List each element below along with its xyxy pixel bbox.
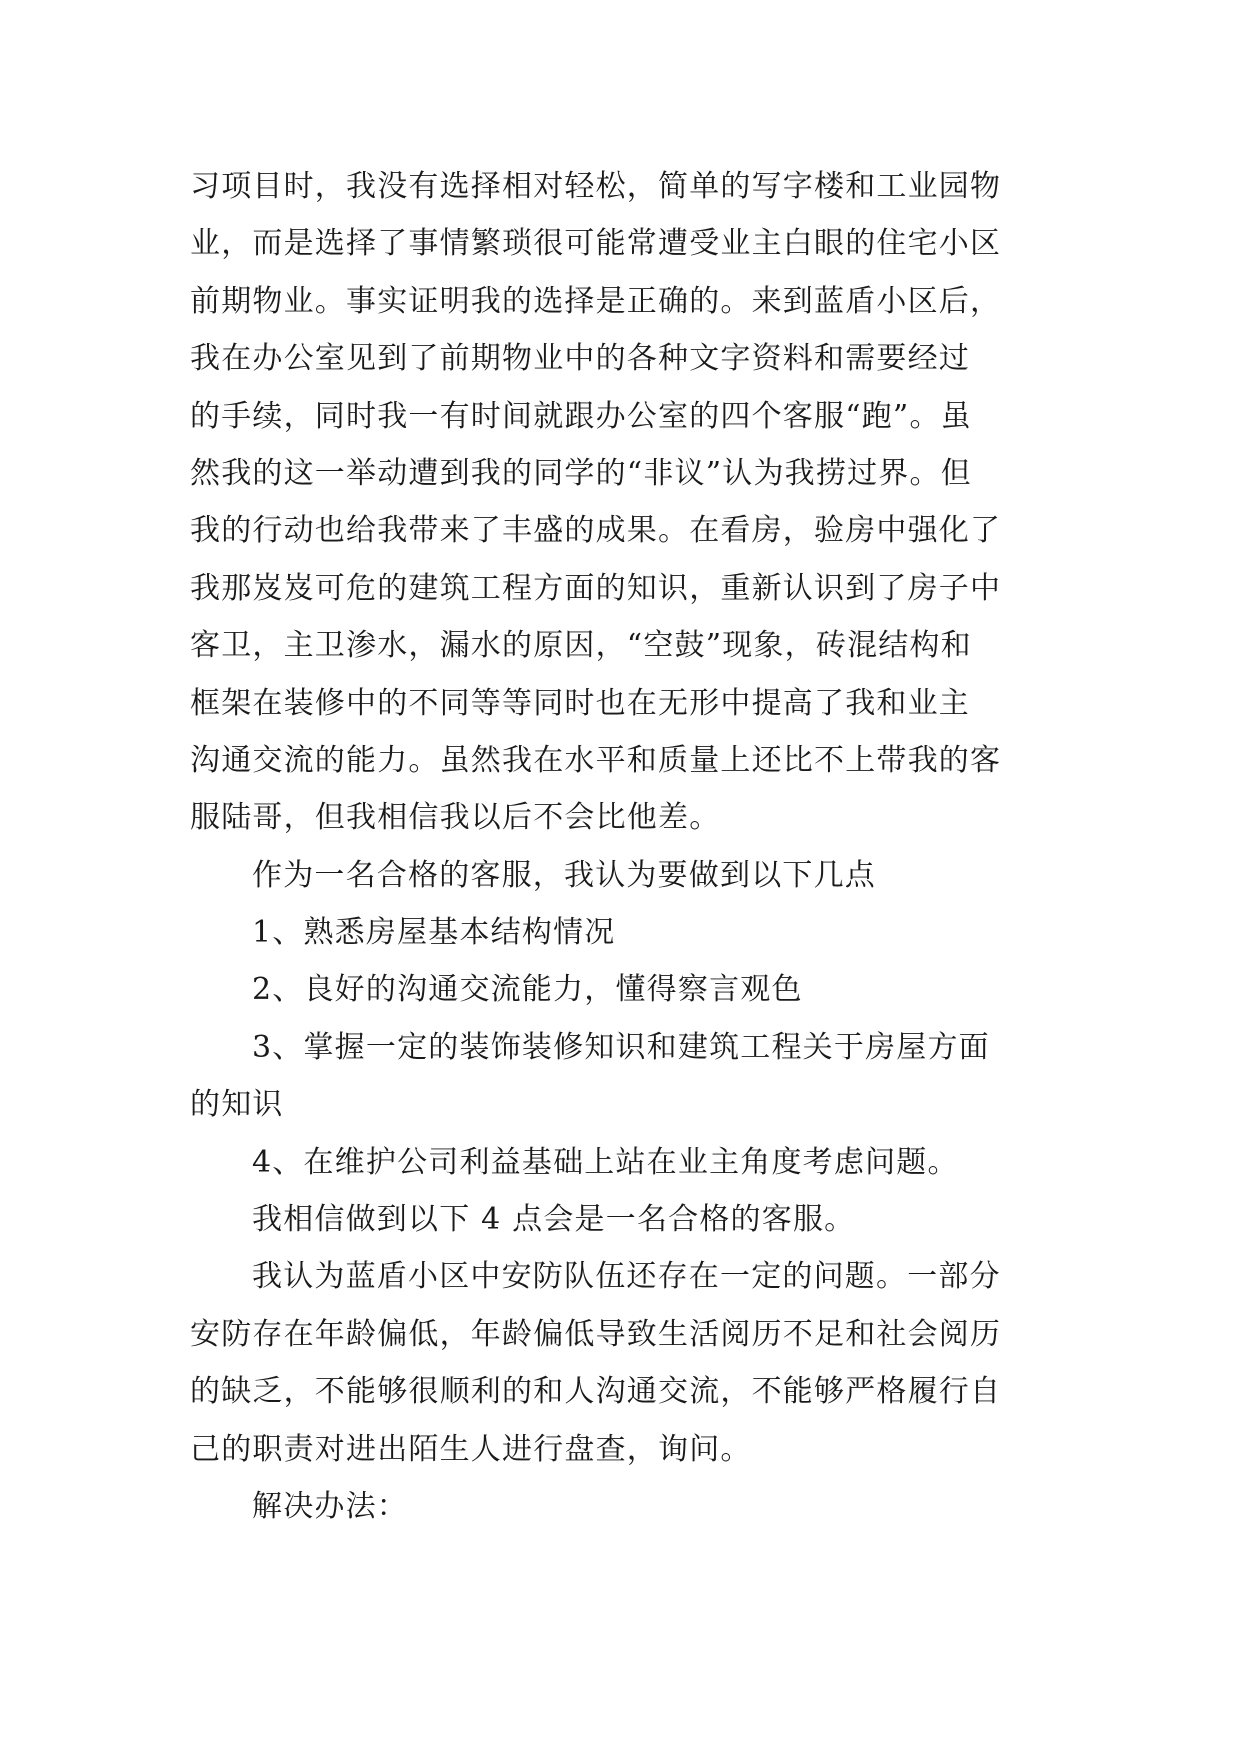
- solution-heading: 解决办法：: [252, 1488, 408, 1524]
- text-line: 我在办公室见到了前期物业中的各种文字资料和需要经过: [190, 341, 970, 377]
- point-item-3-continued: 的知识: [190, 1087, 284, 1123]
- text-line: 的缺乏，不能够很顺利的和人沟通交流，不能够严格履行自: [190, 1374, 1002, 1410]
- text-line: 然我的这一举动遭到我的同学的“非议”认为我捞过界。但: [190, 455, 972, 491]
- text-line: 的手续，同时我一有时间就跟办公室的四个客服“跑”。虽: [190, 398, 972, 434]
- text-line: 客卫，主卫渗水，漏水的原因，“空鼓”现象，砖混结构和: [190, 628, 972, 664]
- text-line: 前期物业。事实证明我的选择是正确的。来到蓝盾小区后，: [190, 283, 1002, 319]
- text-line: 业，而是选择了事情繁琐很可能常遭受业主白眼的住宅小区: [190, 226, 1002, 262]
- text-line: 我的行动也给我带来了丰盛的成果。在看房，验房中强化了: [190, 513, 1002, 549]
- point-item-2: 2、良好的沟通交流能力，懂得察言观色: [252, 972, 803, 1008]
- point-item-4: 4、在维护公司利益基础上站在业主角度考虑问题。: [252, 1144, 959, 1180]
- point-item-1: 1、熟悉房屋基本结构情况: [252, 915, 616, 951]
- paragraph-experience: [190, 158, 1050, 847]
- conclusion-paragraph: 我相信做到以下 4 点会是一名合格的客服。: [252, 1202, 856, 1238]
- text-line: 服陆哥，但我相信我以后不会比他差。: [190, 800, 721, 836]
- text-line: 习项目时，我没有选择相对轻松，简单的写字楼和工业园物: [190, 169, 1002, 204]
- paragraph-security: [190, 1248, 1050, 1478]
- text-line: 安防存在年龄偏低，年龄偏低导致生活阅历不足和社会阅历: [190, 1316, 1002, 1352]
- intro-paragraph: 作为一名合格的客服，我认为要做到以下几点: [252, 857, 876, 893]
- text-line: 己的职责对进出陌生人进行盘查，询问。: [190, 1431, 752, 1467]
- points-list: [190, 904, 1050, 1191]
- point-item-3: 3、掌握一定的装饰装修知识和建筑工程关于房屋方面: [252, 1029, 990, 1065]
- document-body: [190, 158, 1050, 1535]
- text-line: 我那岌岌可危的建筑工程方面的知识，重新认识到了房子中: [190, 570, 1002, 606]
- text-line: 沟通交流的能力。虽然我在水平和质量上还比不上带我的客: [190, 742, 1002, 778]
- text-line: 框架在装修中的不同等等同时也在无形中提高了我和业主: [190, 685, 970, 721]
- text-line: 我认为蓝盾小区中安防队伍还存在一定的问题。一部分: [252, 1259, 1001, 1295]
